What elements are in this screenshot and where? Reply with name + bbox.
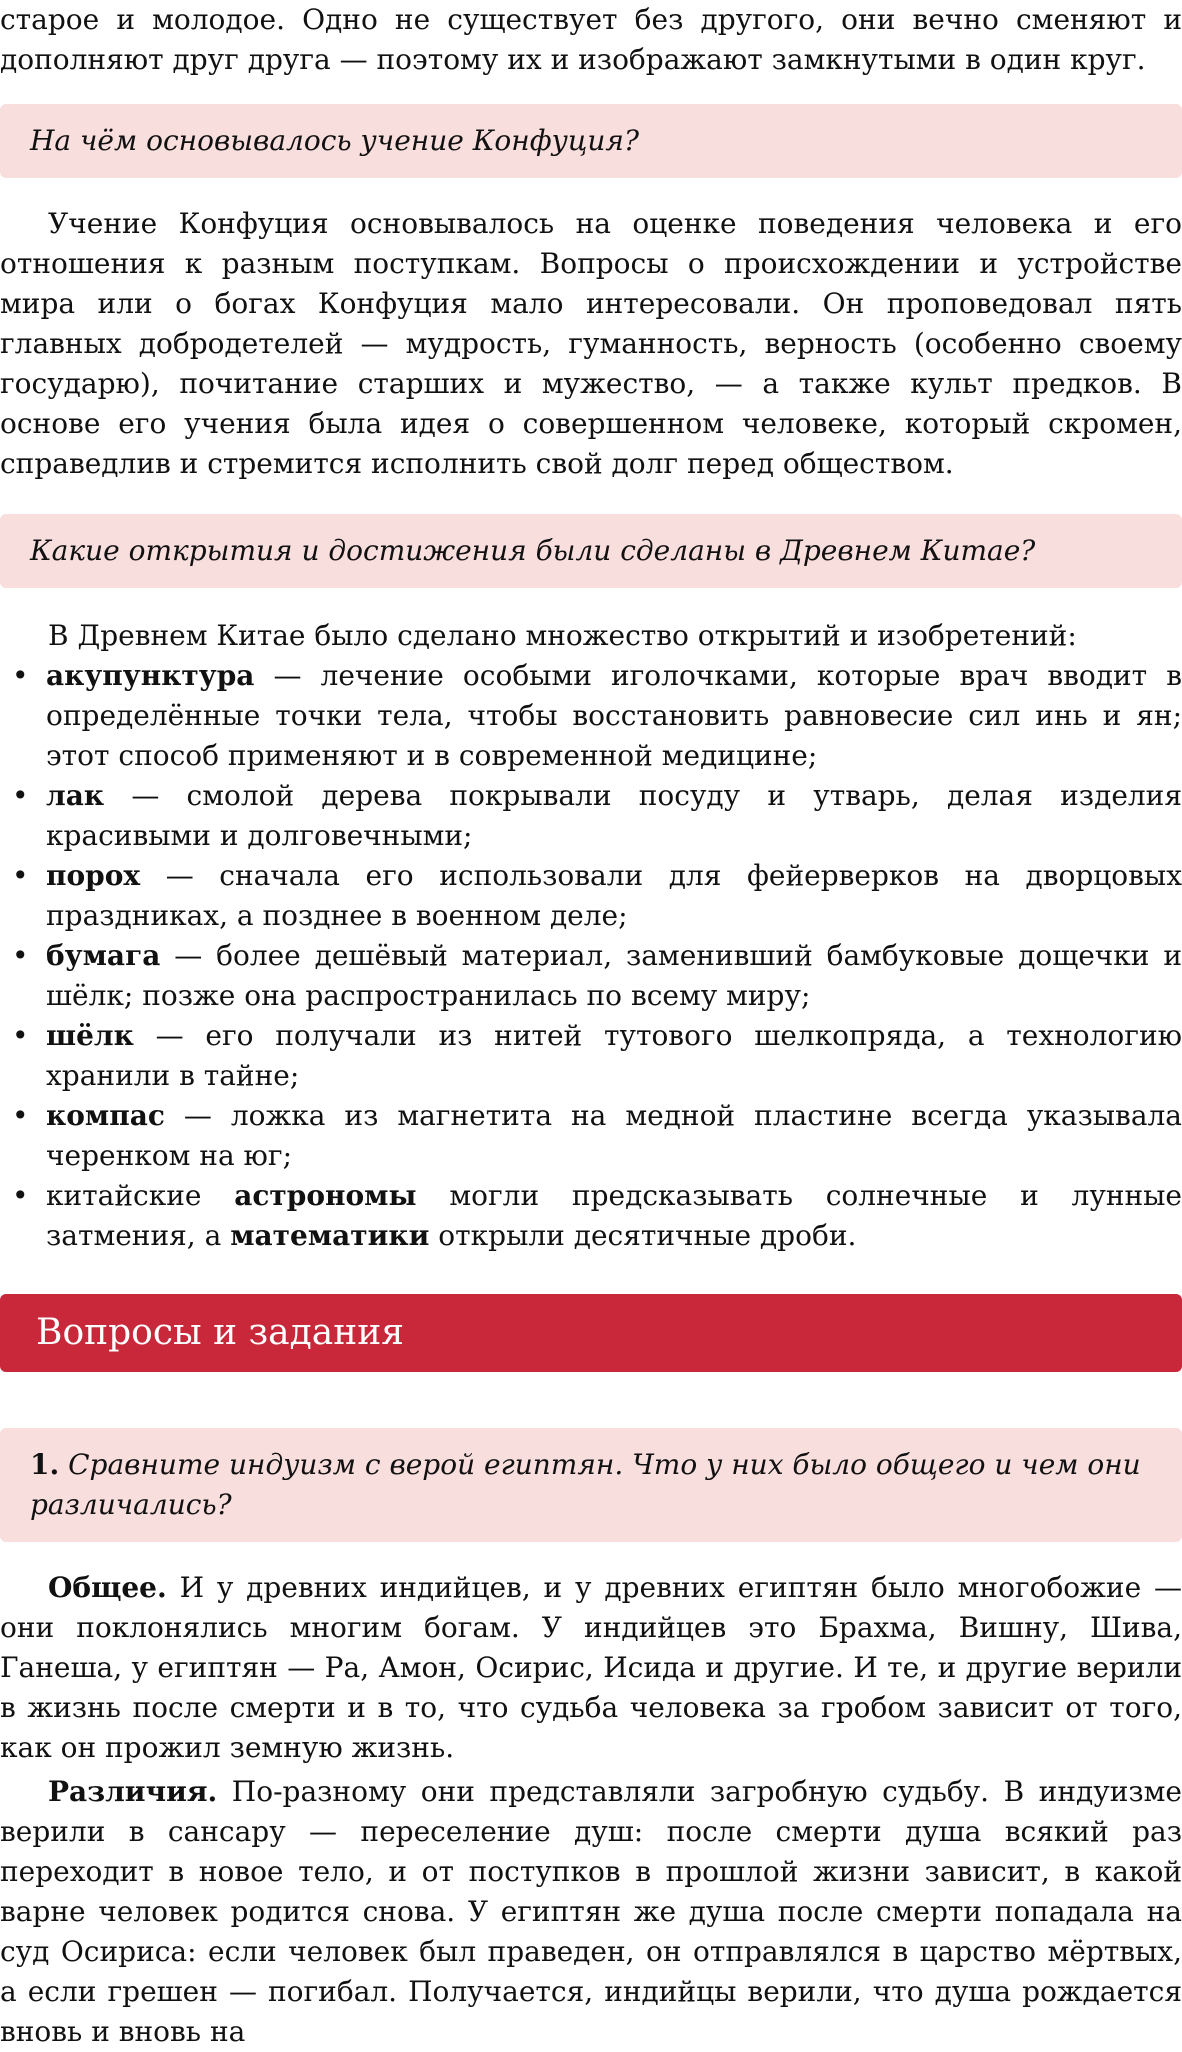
invention-text: — более дешёвый материал, заменивший бамбуковые дощечки и шёлк; позже она распространилась по всему миру; [46,939,1182,1012]
differences-paragraph [0,1772,1182,2052]
invention-term: бумага [46,939,161,972]
list-item [0,776,1182,856]
invention-term: акупунктура [46,659,255,692]
section-banner [0,1294,1182,1372]
china-lead: В Древнем Китае было сделано множество открытий и изобретений: [48,619,1077,652]
bullet-icon: • [12,779,29,812]
intro-block [0,0,1182,80]
inventions-list [0,656,1182,1256]
common-text: И у древних индийцев, и у древних египтян было многобожие — они поклонялись многим богам. У индийцев это Брахма, Вишну, Шива, Ганеша, у египтян — Ра, Амон, Осирис, Исида и другие. И те, и другие верили в жизнь после смерти и в то, что судьба человека за гробом зависит от того, как он прожил земную жизнь. [0,1571,1182,1764]
astronomy-mid: могли предсказывать солнечные и лунные затмения, а [46,1179,1182,1252]
question-confucius: На чём основывалось учение Конфуция? [30,124,639,157]
astronomy-term: астрономы [234,1179,417,1212]
bullet-icon: • [12,1099,29,1132]
intro-paragraph: старое и молодое. Одно не существует без другого, они вечно сменяют и дополняют друг друга — поэтому их и изображают замкнутыми в один круг. [0,3,1182,76]
invention-text: — лечение особыми иголочками, которые врач вводит в определённые точки тела, чтобы восстановить равновесие сил инь и ян; этот способ применяют и в современной медицине; [46,659,1182,772]
section-title: Вопросы и задания [36,1312,404,1353]
question-box-china [0,514,1182,588]
list-item [0,936,1182,1016]
answer-confucius-block [0,204,1182,484]
list-item [0,1096,1182,1176]
invention-text: — сначала его использовали для фейерверков на дворцовых праздниках, а позднее в военном деле; [46,859,1182,932]
common-paragraph [0,1568,1182,1768]
invention-text: — его получали из нитей тутового шелкопряда, а технологию хранили в тайне; [46,1019,1182,1092]
bullet-icon: • [12,659,29,692]
invention-text: — смолой дерева покрывали посуду и утварь, делая изделия красивыми и долговечными; [46,779,1182,852]
list-item [0,1176,1182,1256]
list-item [0,1016,1182,1096]
invention-term: шёлк [46,1019,134,1052]
question-china: Какие открытия и достижения были сделаны в Древнем Китае? [30,534,1036,567]
china-block [0,616,1182,1256]
bullet-icon: • [12,859,29,892]
task1-answer-block [0,1568,1182,2052]
bullet-icon: • [12,1179,29,1212]
invention-term: порох [46,859,141,892]
bullet-icon: • [12,1019,29,1052]
invention-text: — ложка из магнетита на медной пластине всегда указывала черенком на юг; [46,1099,1182,1172]
bullet-icon: • [12,939,29,972]
mathematics-term: математики [230,1219,430,1252]
invention-term: лак [46,779,105,812]
invention-term: компас [46,1099,165,1132]
differences-text: По-разному они представляли загробную судьбу. В индуизме верили в сансару — переселение душ: после смерти душа всякий раз переходит в новое тело, и от поступков в прошлой жизни зависит, в какой варне человек родится снова. У египтян же душа после смерти попадала на суд Осириса: если человек был праведен, он отправлялся в царство мёртвых, а если грешен — погибал. Получается, индийцы верили, что душа рождается вновь и вновь на [0,1775,1182,2048]
question-box-task1 [0,1428,1182,1542]
question-box-confucius [0,104,1182,178]
list-item [0,856,1182,936]
differences-label: Различия. [48,1775,218,1808]
astronomy-pre: китайские [46,1179,235,1212]
astronomy-post: открыли десятичные дроби. [429,1219,857,1252]
task-number: 1. [30,1448,60,1481]
task-text: Сравните индуизм с верой египтян. Что у них было общего и чем они различались? [30,1448,1141,1521]
answer-confucius: Учение Конфуция основывалось на оценке поведения человека и его отношения к разным поступкам. Вопросы о происхождении и устройстве мира или о богах Конфуция мало интересовали. Он проповедовал пять главных добродетелей — мудрость, гуманность, верность (особенно своему государю), почитание старших и мужество, — а также культ предков. В основе его учения была идея о совершенном человеке, который скромен, справедлив и стремится исполнить свой долг перед обществом. [0,207,1182,480]
common-label: Общее. [48,1571,167,1604]
list-item [0,656,1182,776]
